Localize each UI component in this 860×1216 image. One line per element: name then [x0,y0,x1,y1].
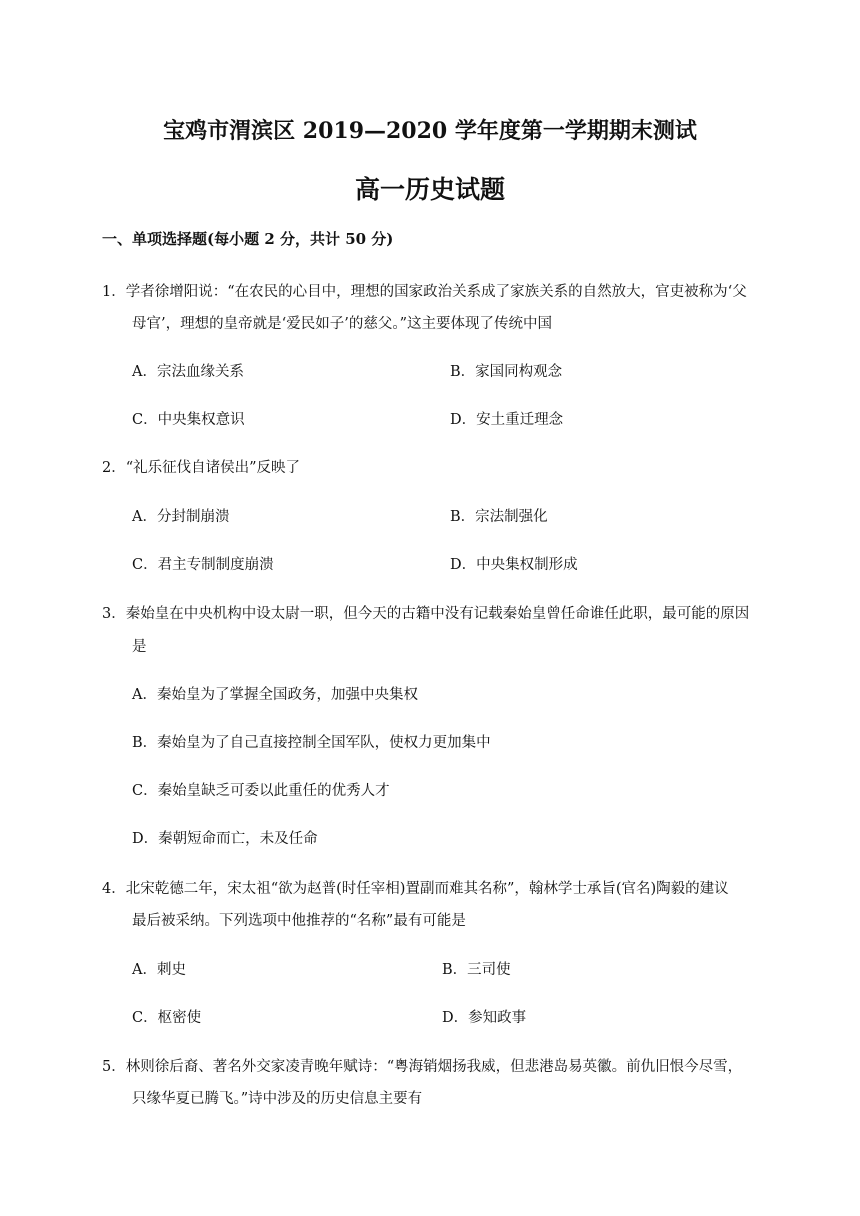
question-2-option-c: C．君主专制制度崩溃 [132,557,274,573]
section-heading: 一、单项选择题(每小题 2 分，共计 50 分) [102,230,394,248]
question-3-option-b: B．秦始皇为了自己直接控制全国军队，使权力更加集中 [132,735,491,751]
question-1-option-d: D．安土重迁理念 [450,412,564,428]
question-2-text: 2．“礼乐征伐自诸侯出”反映了 [102,460,301,476]
question-3-text-cont: 是 [132,639,147,655]
question-4-option-a: A．刺史 [132,962,186,978]
question-5-text-cont: 只缘华夏已腾飞。”诗中涉及的历史信息主要有 [132,1091,423,1107]
question-4-option-b: B．三司使 [442,962,511,978]
question-2-option-a: A．分封制崩溃 [132,509,230,525]
page-title: 宝鸡市渭滨区 2019—2020 学年度第一学期期末测试 [163,118,697,144]
question-1-text: 1．学者徐增阳说：“在农民的心目中，理想的国家政治关系成了家族关系的自然放大，官吏被称为‘父 [102,284,747,300]
question-4-text: 4．北宋乾德二年，宋太祖“欲为赵普(时任宰相)置副而难其名称”，翰林学士承旨(官名)陶毅的建议 [102,881,729,897]
question-3-option-c: C．秦始皇缺乏可委以此重任的优秀人才 [132,783,390,799]
question-3-option-a: A．秦始皇为了掌握全国政务，加强中央集权 [132,687,418,703]
page-subtitle: 高一历史试题 [354,175,505,204]
question-2-option-d: D．中央集权制形成 [450,557,578,573]
question-1-option-a: A．宗法血缘关系 [132,364,244,380]
question-4-option-c: C．枢密使 [132,1010,202,1026]
question-3-option-d: D．秦朝短命而亡，未及任命 [132,831,318,847]
question-5-text: 5．林则徐后裔、著名外交家凌青晚年赋诗：“粤海销烟扬我威，但悲港岛易英徽。前仇旧恨今尽雪， [102,1059,743,1075]
question-3-text: 3．秦始皇在中央机构中设太尉一职，但今天的古籍中没有记载秦始皇曾任命谁任此职，最可能的原因 [102,606,750,622]
question-1-option-b: B．家国同构观念 [450,364,563,380]
question-2-option-b: B．宗法制强化 [450,509,548,525]
question-4-text-cont: 最后被采纳。下列选项中他推荐的“名称”最有可能是 [132,913,466,929]
question-4-option-d: D．参知政事 [442,1010,527,1026]
question-1-text-cont: 母官’，理想的皇帝就是‘爱民如子’的慈父。”这主要体现了传统中国 [132,316,552,332]
question-1-option-c: C．中央集权意识 [132,412,245,428]
